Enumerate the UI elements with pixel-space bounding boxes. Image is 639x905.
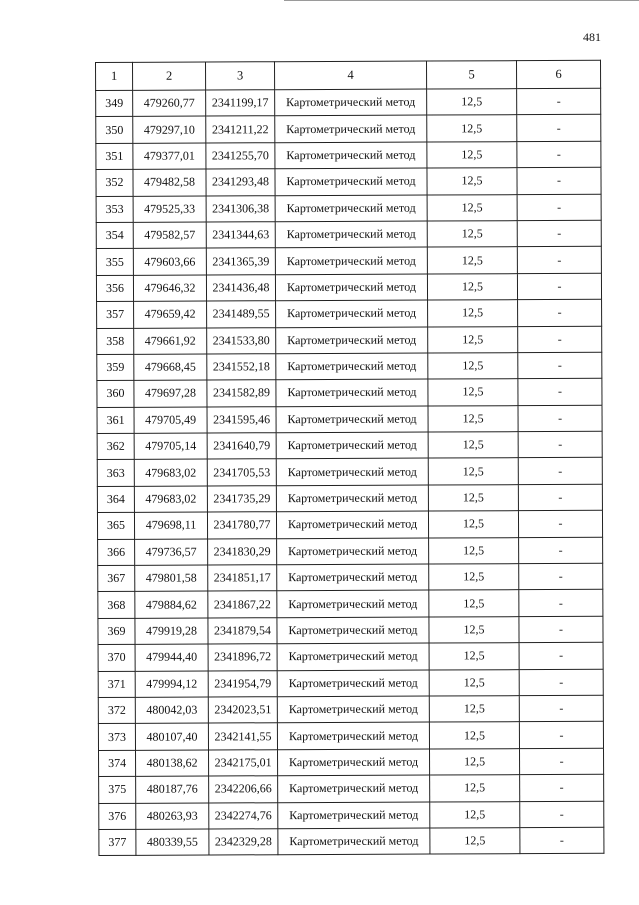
note-cell: -: [518, 352, 602, 379]
note-cell: -: [517, 115, 601, 142]
note-cell: -: [520, 774, 604, 801]
x-coordinate-cell: 479683,02: [134, 459, 207, 486]
accuracy-cell: 12,5: [427, 194, 517, 221]
method-cell: Картометрический метод: [277, 617, 429, 644]
table-row: [97, 484, 602, 513]
y-coordinate-cell: 2342141,55: [208, 723, 277, 750]
note-cell: -: [517, 88, 601, 115]
table-row: [97, 299, 602, 328]
y-coordinate-cell: 2341780,77: [207, 512, 276, 539]
table-row: [97, 511, 602, 540]
table-row: [98, 590, 603, 619]
point-number-cell: 375: [99, 776, 136, 803]
y-coordinate-cell: 2341705,53: [207, 459, 276, 486]
x-coordinate-cell: 479668,45: [134, 354, 207, 381]
table-row: [97, 326, 602, 355]
point-number-cell: 351: [96, 143, 133, 170]
table-row: [98, 722, 603, 751]
method-cell: Картометрический метод: [275, 274, 427, 301]
accuracy-cell: 12,5: [429, 590, 519, 617]
method-cell: Картометрический метод: [275, 89, 427, 116]
note-cell: -: [519, 722, 603, 749]
point-number-cell: 369: [98, 618, 135, 645]
method-cell: Картометрический метод: [276, 406, 428, 433]
note-cell: -: [517, 194, 601, 221]
point-number-cell: 372: [98, 697, 135, 724]
top-scan-rule: [284, 0, 639, 1]
y-coordinate-cell: 2341533,80: [207, 327, 276, 354]
x-coordinate-cell: 479482,58: [133, 169, 206, 196]
header-col-2: 2: [133, 62, 206, 90]
accuracy-cell: 12,5: [429, 696, 519, 723]
method-cell: Картометрический метод: [278, 828, 430, 855]
note-cell: -: [519, 695, 603, 722]
method-cell: Картометрический метод: [275, 221, 427, 248]
x-coordinate-cell: 479919,28: [135, 618, 208, 645]
note-cell: -: [517, 167, 601, 194]
point-number-cell: 352: [96, 170, 133, 197]
method-cell: Картометрический метод: [276, 511, 428, 538]
y-coordinate-cell: 2342274,76: [209, 802, 278, 829]
note-cell: -: [518, 299, 602, 326]
note-cell: -: [517, 141, 601, 168]
accuracy-cell: 12,5: [430, 775, 520, 802]
y-coordinate-cell: 2341255,70: [206, 142, 275, 169]
accuracy-cell: 12,5: [427, 89, 517, 116]
note-cell: -: [518, 511, 602, 538]
y-coordinate-cell: 2342175,01: [209, 749, 278, 776]
table-row: [98, 563, 603, 592]
point-number-cell: 376: [99, 803, 136, 830]
note-cell: -: [518, 431, 602, 458]
accuracy-cell: 12,5: [427, 168, 517, 195]
method-cell: Картометрический метод: [276, 432, 428, 459]
method-cell: Картометрический метод: [278, 775, 430, 802]
y-coordinate-cell: 2341293,48: [206, 169, 275, 196]
point-number-cell: 366: [98, 539, 135, 566]
y-coordinate-cell: 2341867,22: [208, 591, 277, 618]
table-row: [97, 431, 602, 460]
point-number-cell: 377: [99, 829, 136, 856]
table-row: [96, 115, 601, 144]
point-number-cell: 371: [98, 671, 135, 698]
accuracy-cell: 12,5: [429, 537, 519, 564]
y-coordinate-cell: 2341344,63: [206, 222, 275, 249]
x-coordinate-cell: 480138,62: [136, 750, 209, 777]
y-coordinate-cell: 2341365,39: [206, 248, 275, 275]
accuracy-cell: 12,5: [428, 353, 518, 380]
table-row: [99, 774, 604, 803]
x-coordinate-cell: 479582,57: [133, 222, 206, 249]
method-cell: Картометрический метод: [277, 564, 429, 591]
x-coordinate-cell: 479646,32: [133, 275, 206, 302]
accuracy-cell: 12,5: [429, 616, 519, 643]
note-cell: -: [519, 616, 603, 643]
y-coordinate-cell: 2341879,54: [208, 618, 277, 645]
note-cell: -: [519, 537, 603, 564]
method-cell: Картометрический метод: [278, 802, 430, 829]
table-row: [97, 405, 602, 434]
table-row: [96, 247, 601, 276]
accuracy-cell: 12,5: [430, 801, 520, 828]
y-coordinate-cell: 2341552,18: [207, 354, 276, 381]
method-cell: Картометрический метод: [277, 696, 429, 723]
page-number: 481: [583, 30, 601, 44]
note-cell: -: [519, 748, 603, 775]
y-coordinate-cell: 2341954,79: [208, 670, 277, 697]
x-coordinate-cell: 479659,42: [134, 301, 207, 328]
point-number-cell: 362: [97, 433, 134, 460]
method-cell: Картометрический метод: [276, 379, 428, 406]
y-coordinate-cell: 2341896,72: [208, 644, 277, 671]
note-cell: -: [517, 273, 601, 300]
accuracy-cell: 12,5: [428, 326, 518, 353]
table-body: [96, 88, 604, 856]
method-cell: Картометрический метод: [276, 327, 428, 354]
note-cell: -: [518, 458, 602, 485]
point-number-cell: 350: [96, 117, 133, 144]
header-col-1: 1: [96, 62, 133, 90]
y-coordinate-cell: 2341306,38: [206, 195, 275, 222]
table-row: [97, 458, 602, 487]
table-row: [97, 352, 602, 381]
table-row: [96, 141, 601, 170]
accuracy-cell: 12,5: [429, 669, 519, 696]
x-coordinate-cell: 480263,93: [136, 803, 209, 830]
header-col-5: 5: [426, 61, 516, 89]
point-number-cell: 357: [97, 301, 134, 328]
method-cell: Картометрический метод: [277, 538, 429, 565]
y-coordinate-cell: 2342206,66: [209, 776, 278, 803]
point-number-cell: 374: [99, 750, 136, 777]
point-number-cell: 359: [97, 354, 134, 381]
accuracy-cell: 12,5: [430, 828, 520, 855]
note-cell: -: [518, 405, 602, 432]
note-cell: -: [520, 801, 604, 828]
x-coordinate-cell: 480339,55: [136, 829, 209, 856]
x-coordinate-cell: 479801,58: [135, 565, 208, 592]
method-cell: Картометрический метод: [275, 247, 427, 274]
method-cell: Картометрический метод: [276, 485, 428, 512]
accuracy-cell: 12,5: [427, 247, 517, 274]
method-cell: Картометрический метод: [275, 142, 427, 169]
point-number-cell: 355: [96, 249, 133, 276]
accuracy-cell: 12,5: [428, 485, 518, 512]
table-row: [98, 616, 603, 645]
table-row: [96, 194, 601, 223]
x-coordinate-cell: 479297,10: [133, 116, 206, 143]
y-coordinate-cell: 2341595,46: [207, 406, 276, 433]
accuracy-cell: 12,5: [429, 722, 519, 749]
y-coordinate-cell: 2341735,29: [207, 486, 276, 513]
table-row: [98, 669, 603, 698]
x-coordinate-cell: 479736,57: [135, 539, 208, 566]
note-cell: -: [520, 827, 604, 854]
method-cell: Картометрический метод: [275, 115, 427, 142]
x-coordinate-cell: 479697,28: [134, 380, 207, 407]
method-cell: Картометрический метод: [275, 195, 427, 222]
x-coordinate-cell: 479705,49: [134, 407, 207, 434]
table-row: [97, 379, 602, 408]
point-number-cell: 349: [96, 90, 133, 117]
point-number-cell: 368: [98, 592, 135, 619]
y-coordinate-cell: 2341851,17: [208, 565, 277, 592]
table-row: [98, 537, 603, 566]
coordinates-table: [95, 60, 604, 857]
y-coordinate-cell: 2341489,55: [207, 301, 276, 328]
x-coordinate-cell: 479260,77: [133, 90, 206, 117]
x-coordinate-cell: 479698,11: [134, 512, 207, 539]
accuracy-cell: 12,5: [427, 115, 517, 142]
point-number-cell: 353: [96, 196, 133, 223]
x-coordinate-cell: 479705,14: [134, 433, 207, 460]
header-col-3: 3: [206, 62, 275, 90]
method-cell: Картометрический метод: [277, 590, 429, 617]
y-coordinate-cell: 2341582,89: [207, 380, 276, 407]
x-coordinate-cell: 479994,12: [135, 671, 208, 698]
x-coordinate-cell: 479683,02: [134, 486, 207, 513]
point-number-cell: 365: [97, 513, 134, 540]
header-col-6: 6: [516, 60, 600, 88]
y-coordinate-cell: 2341640,79: [207, 433, 276, 460]
header-col-4: 4: [275, 61, 427, 90]
x-coordinate-cell: 479377,01: [133, 143, 206, 170]
point-number-cell: 358: [97, 328, 134, 355]
point-number-cell: 363: [97, 460, 134, 487]
point-number-cell: 361: [97, 407, 134, 434]
accuracy-cell: 12,5: [428, 511, 518, 538]
method-cell: Картометрический метод: [278, 749, 430, 776]
note-cell: -: [517, 220, 601, 247]
method-cell: Картометрический метод: [276, 300, 428, 327]
note-cell: -: [517, 247, 601, 274]
note-cell: -: [518, 379, 602, 406]
accuracy-cell: 12,5: [428, 432, 518, 459]
note-cell: -: [518, 326, 602, 353]
note-cell: -: [518, 484, 602, 511]
x-coordinate-cell: 479525,33: [133, 196, 206, 223]
x-coordinate-cell: 480042,03: [135, 697, 208, 724]
table-header-row: [96, 60, 601, 90]
method-cell: Картометрический метод: [275, 168, 427, 195]
table-row: [96, 167, 601, 196]
accuracy-cell: 12,5: [427, 273, 517, 300]
x-coordinate-cell: 479603,66: [133, 248, 206, 275]
x-coordinate-cell: 480187,76: [136, 776, 209, 803]
table-row: [99, 748, 604, 777]
accuracy-cell: 12,5: [428, 405, 518, 432]
y-coordinate-cell: 2341830,29: [208, 538, 277, 565]
accuracy-cell: 12,5: [429, 748, 519, 775]
method-cell: Картометрический метод: [277, 722, 429, 749]
x-coordinate-cell: 480107,40: [135, 723, 208, 750]
point-number-cell: 373: [98, 724, 135, 751]
x-coordinate-cell: 479884,62: [135, 591, 208, 618]
table-row: [98, 695, 603, 724]
y-coordinate-cell: 2342023,51: [208, 697, 277, 724]
y-coordinate-cell: 2341199,17: [206, 90, 275, 117]
accuracy-cell: 12,5: [428, 379, 518, 406]
table-row: [96, 273, 601, 302]
y-coordinate-cell: 2341436,48: [206, 274, 275, 301]
note-cell: -: [519, 642, 603, 669]
x-coordinate-cell: 479661,92: [134, 328, 207, 355]
note-cell: -: [519, 563, 603, 590]
point-number-cell: 360: [97, 381, 134, 408]
method-cell: Картометрический метод: [277, 670, 429, 697]
point-number-cell: 354: [96, 222, 133, 249]
point-number-cell: 367: [98, 565, 135, 592]
table-row: [96, 220, 601, 249]
note-cell: -: [519, 590, 603, 617]
y-coordinate-cell: 2341211,22: [206, 116, 275, 143]
table-row: [98, 642, 603, 671]
method-cell: Картометрический метод: [276, 353, 428, 380]
table-row: [99, 801, 604, 830]
accuracy-cell: 12,5: [427, 141, 517, 168]
point-number-cell: 364: [97, 486, 134, 513]
table-row: [96, 88, 601, 117]
accuracy-cell: 12,5: [429, 643, 519, 670]
method-cell: Картометрический метод: [277, 643, 429, 670]
note-cell: -: [519, 669, 603, 696]
point-number-cell: 356: [96, 275, 133, 302]
accuracy-cell: 12,5: [428, 458, 518, 485]
accuracy-cell: 12,5: [427, 221, 517, 248]
point-number-cell: 370: [98, 645, 135, 672]
accuracy-cell: 12,5: [428, 300, 518, 327]
table-row: [99, 827, 604, 856]
method-cell: Картометрический метод: [276, 459, 428, 486]
accuracy-cell: 12,5: [429, 564, 519, 591]
x-coordinate-cell: 479944,40: [135, 644, 208, 671]
y-coordinate-cell: 2342329,28: [209, 829, 278, 856]
